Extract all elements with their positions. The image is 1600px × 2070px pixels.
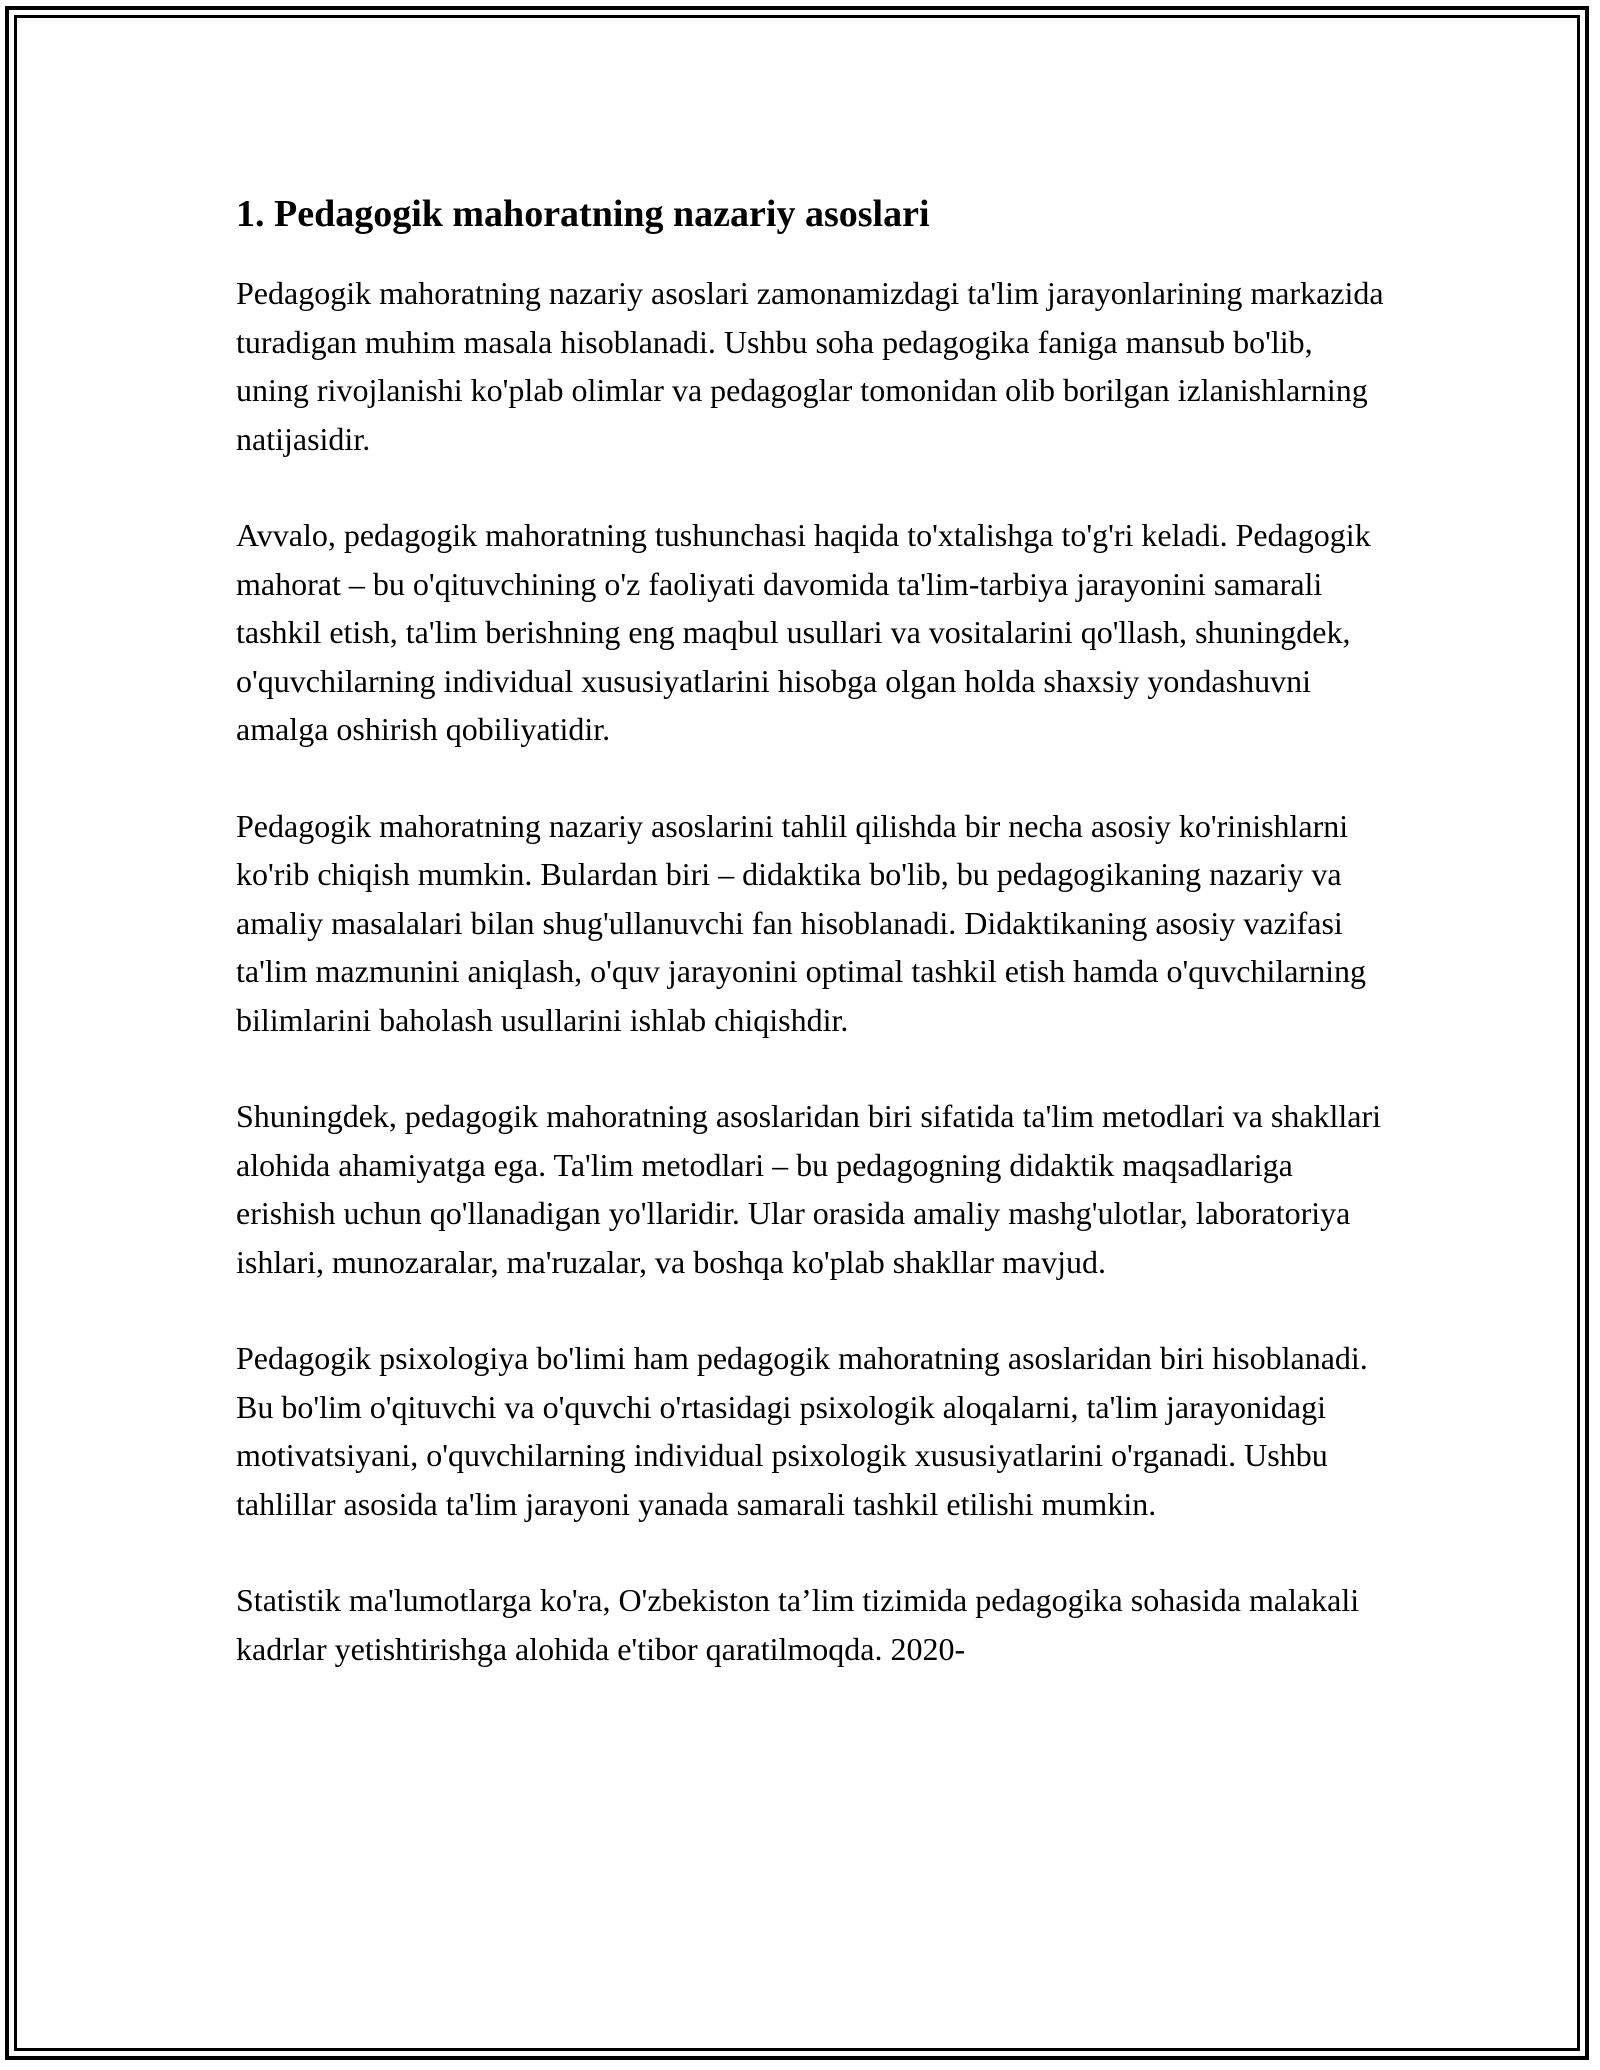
paragraph-3: Pedagogik mahoratning nazariy asoslarini tahlil qilishda bir necha asosiy ko'rinishlarni ko'rib chiqish mumkin. Bulardan biri – didaktika bo'lib, bu pedagogikaning nazariy va amaliy masalalari bilan shug'ullanuvchi fan hisoblanadi. Didaktikaning asosiy vazifasi ta'lim mazmunini aniqlash, o'quv jarayonini optimal tashkil etish hamda o'quvchilarning bilimlarini baholash usullarini ishlab chiqishdir. xyxy=(236,807,1366,1038)
paragraph-5: Pedagogik psixologiya bo'limi ham pedagogik mahoratning asoslaridan biri hisoblanadi. Bu bo'lim o'qituvchi va o'quvchi o'rtasidagi psixologik aloqalarni, ta'lim jarayonidagi motivatsiyani, o'quvchilarning individual psixologik xususiyatlarini o'rganadi. Ushbu tahlillar asosida ta'lim jarayoni yanada samarali tashkil etilishi mumkin. xyxy=(236,1340,1368,1522)
document-body xyxy=(236,185,1386,1721)
paragraph-1: Pedagogik mahoratning nazariy asoslari zamonamizdagi ta'lim jarayonlarining markazida turadigan muhim masala hisoblanadi. Ushbu soha pedagogika faniga mansub bo'lib, uning rivojlanishi ko'plab olimlar va pedagoglar tomonidan olib borilgan izlanishlarning natijasidir. xyxy=(236,275,1384,457)
paragraph-6: Statistik ma'lumotlarga ko'ra, O'zbekiston ta’lim tizimida pedagogika sohasida malakali kadrlar yetishtirishga alohida e'tibor qaratilmoqda. 2020- xyxy=(236,1582,1360,1667)
paragraph-2: Avvalo, pedagogik mahoratning tushunchasi haqida to'xtalishga to'g'ri keladi. Pedagogik mahorat – bu o'qituvchining o'z faoliyati davomida ta'lim-tarbiya jarayonini samarali tashkil etish, ta'lim berishning eng maqbul usullari va vositalarini qo'llash, shuningdek, o'quvchilarning individual xususiyatlarini hisobga olgan holda shaxsiy yondashuvni amalga oshirish qobiliyatidir. xyxy=(236,517,1371,747)
section-heading: 1. Pedagogik mahoratning nazariy asoslari xyxy=(236,193,930,235)
paragraph-4: Shuningdek, pedagogik mahoratning asoslaridan biri sifatida ta'lim metodlari va shakllari alohida ahamiyatga ega. Ta'lim metodlari – bu pedagogning didaktik maqsadlariga erishish uchun qo'llanadigan yo'llaridir. Ular orasida amaliy mashg'ulotlar, laboratoriya ishlari, munozaralar, ma'ruzalar, va boshqa ko'plab shakllar mavjud. xyxy=(236,1098,1382,1280)
